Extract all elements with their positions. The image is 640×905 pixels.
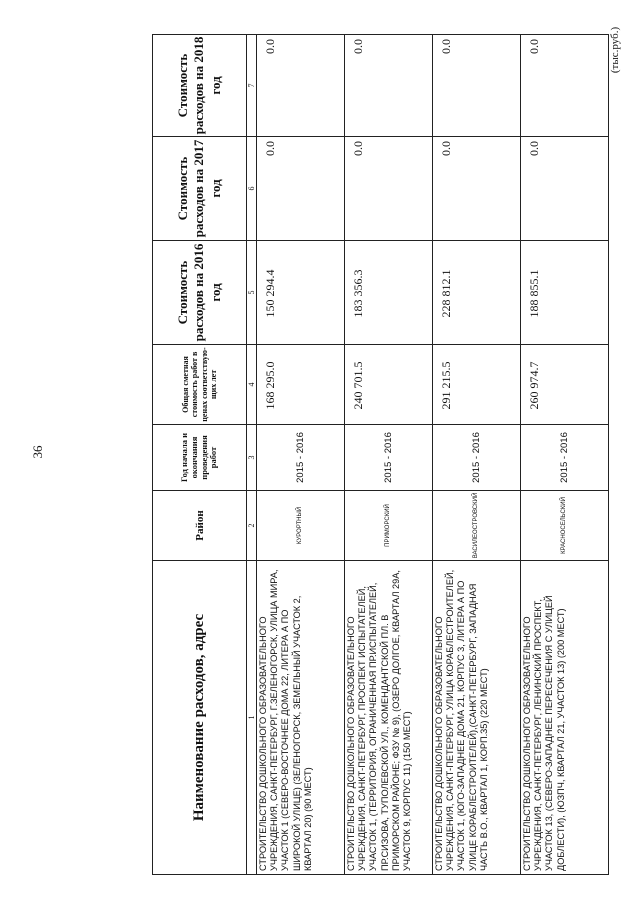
column-number: 6: [247, 137, 257, 241]
table-row: [521, 35, 609, 875]
expenses-table: [152, 34, 609, 875]
expense-name: СТРОИТЕЛЬСТВО ДОШКОЛЬНОГО ОБРАЗОВАТЕЛЬНОГО УЧРЕЖДЕНИЯ, САНКТ-ПЕТЕРБУРГ, Г.ЗЕЛЕНОГОРСК, УЛИЦА МИРА, УЧАСТОК 1 (СЕВЕРО-ВОСТОЧНЕЕ ДОМА 22, ЛИТЕРА А ПО ШИРОКОЙ УЛИЦЕ) (ЗЕЛЕНОГОРСК, ЗЕМЕЛЬНЫЙ УЧАСТОК 2, КВАРТАЛ 20) (90 МЕСТ): [257, 561, 345, 875]
cost-2017-cell: 0.0: [433, 137, 521, 241]
cost-2016-cell: 188 855.1: [521, 241, 609, 345]
district-cell: ПРИМОРСКИЙ: [345, 491, 433, 561]
header-name: Наименование расходов, адрес: [153, 561, 247, 875]
estimate-cell: 260 974.7: [521, 345, 609, 425]
cost-2016-cell: 228 812.1: [433, 241, 521, 345]
rotated-table-container: [152, 35, 608, 875]
column-number: 3: [247, 425, 257, 491]
cost-2016-cell: 183 356.3: [345, 241, 433, 345]
cost-2017-cell: 0.0: [345, 137, 433, 241]
cost-2018-cell: 0.0: [433, 35, 521, 137]
cost-2018-cell: 0.0: [521, 35, 609, 137]
expense-name: СТРОИТЕЛЬСТВО ДОШКОЛЬНОГО ОБРАЗОВАТЕЛЬНОГО УЧРЕЖДЕНИЯ, САНКТ-ПЕТЕРБУРГ, УЛИЦА КОРАБЛЕСТРОИТЕЛЕЙ, УЧАСТОК 1, (ЮГО-ЗАПАДНЕЕ ДОМА 21, КОРПУС 3, ЛИТЕРА А ПО УЛИЦЕ КОРАБЛЕСТРОИТЕЛЕЙ),(САНКТ-ПЕТЕРБУРГ, ЗАПАДНАЯ ЧАСТЬ В.О., КВАРТАЛ 1, КОРП.35) (220 МЕСТ): [433, 561, 521, 875]
cost-2016-cell: 150 294.4: [257, 241, 345, 345]
period-cell: 2015 - 2016: [257, 425, 345, 491]
cost-2018-cell: 0.0: [257, 35, 345, 137]
estimate-cell: 240 701.5: [345, 345, 433, 425]
table-header-row: [153, 35, 247, 875]
table-row: [433, 35, 521, 875]
cost-2017-cell: 0.0: [257, 137, 345, 241]
column-number: 1: [247, 561, 257, 875]
estimate-cell: 291 215.5: [433, 345, 521, 425]
header-cost-2018: Стоимость расходов на 2018 год: [153, 35, 247, 137]
header-cost-2017: Стоимость расходов на 2017 год: [153, 137, 247, 241]
column-number: 4: [247, 345, 257, 425]
units-label: (тыс.руб.): [609, 26, 621, 74]
column-number: 2: [247, 491, 257, 561]
table-row: [345, 35, 433, 875]
column-number-row: [247, 35, 257, 875]
cost-2017-cell: 0.0: [521, 137, 609, 241]
expense-name: СТРОИТЕЛЬСТВО ДОШКОЛЬНОГО ОБРАЗОВАТЕЛЬНОГО УЧРЕЖДЕНИЯ, САНКТ-ПЕТЕРБУРГ, ЛЕНИНСКИЙ ПРОСПЕКТ, УЧАСТОК 13, (СЕВЕРО-ЗАПАДНЕЕ ПЕРЕСЕЧЕНИЯ С УЛИЦЕЙ ДОБЛЕСТИ), (ЮЗПЧ, КВАРТАЛ 21, УЧАСТОК 13) (200 МЕСТ): [521, 561, 609, 875]
period-cell: 2015 - 2016: [521, 425, 609, 491]
district-cell: ВАСИЛЕОСТРОВСКИЙ: [433, 491, 521, 561]
table-row: [257, 35, 345, 875]
header-period: Год начала и окончания проведения работ: [153, 425, 247, 491]
page-number: 36: [30, 445, 45, 459]
header-district: Район: [153, 491, 247, 561]
cost-2018-cell: 0.0: [345, 35, 433, 137]
column-number: 7: [247, 35, 257, 137]
period-cell: 2015 - 2016: [345, 425, 433, 491]
district-cell: КРАСНОСЕЛЬСКИЙ: [521, 491, 609, 561]
header-cost-2016: Стоимость расходов на 2016 год: [153, 241, 247, 345]
header-estimate: Общая сметная стоимость работ в ценах соответствую-щих лет: [153, 345, 247, 425]
district-cell: КУРОРТНЫЙ: [257, 491, 345, 561]
period-cell: 2015 - 2016: [433, 425, 521, 491]
column-number: 5: [247, 241, 257, 345]
expense-name: СТРОИТЕЛЬСТВО ДОШКОЛЬНОГО ОБРАЗОВАТЕЛЬНОГО УЧРЕЖДЕНИЯ, САНКТ-ПЕТЕРБУРГ, ПРОСПЕКТ ИСПЫТАТЕЛЕЙ, УЧАСТОК 1, (ТЕРРИТОРИЯ, ОГРАНИЧЕННАЯ ПР.ИСПЫТАТЕЛЕЙ, ПР.СИЗОВА, ТУПОЛЕВСКОЙ УЛ., КОМЕНДАНТСКОЙ ПЛ. В ПРИМОРСКОМ РАЙОНЕ; ФЗУ № 9), (ОЗЕРО ДОЛГОЕ, КВАРТАЛ 29А, УЧАСТОК 9, КОРПУС 11) (150 МЕСТ): [345, 561, 433, 875]
estimate-cell: 168 295.0: [257, 345, 345, 425]
